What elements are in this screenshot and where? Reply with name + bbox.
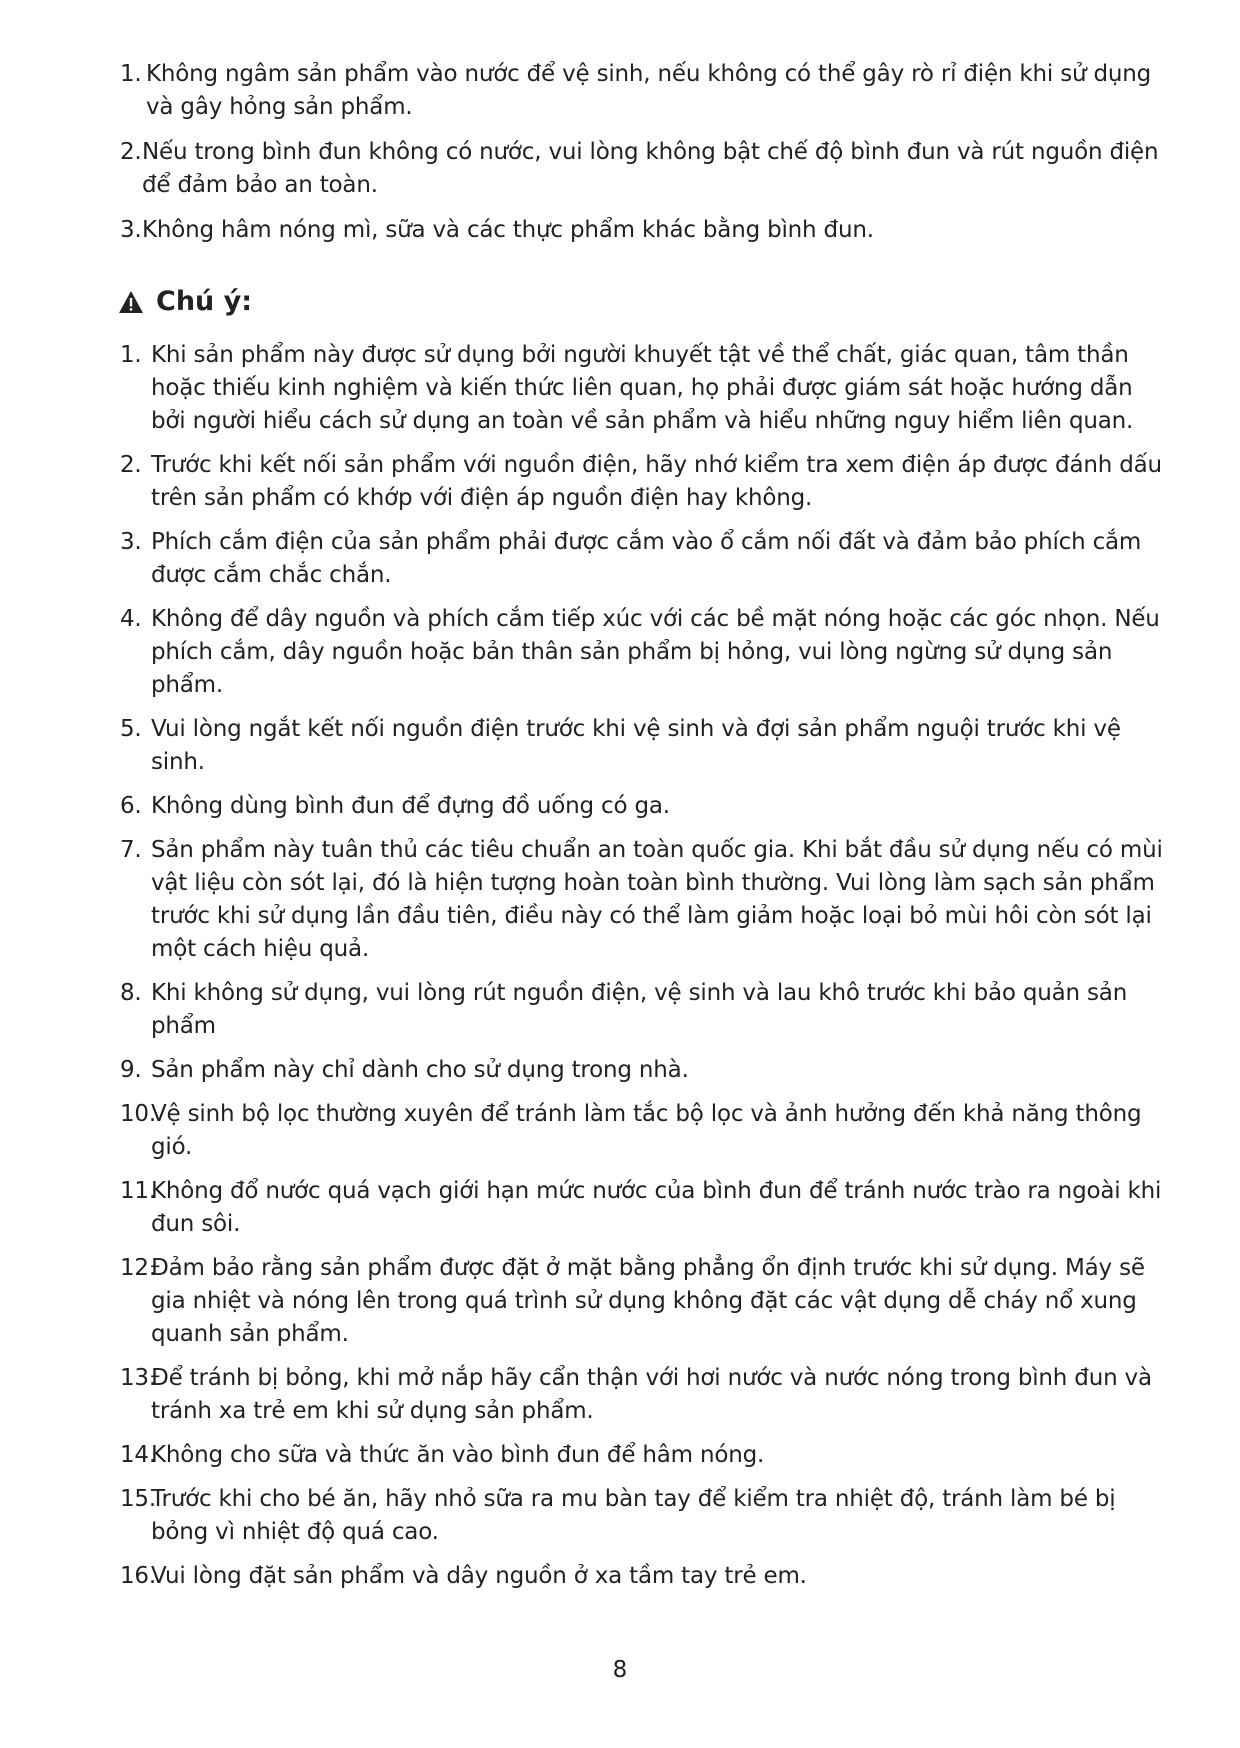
list-item xyxy=(120,1098,1170,1164)
item-text: Vui lòng đặt sản phẩm và dây nguồn ở xa tầm tay trẻ em. xyxy=(151,1563,807,1589)
item-number: 2. xyxy=(120,139,142,165)
list-item xyxy=(120,977,1170,1043)
item-number: 16. xyxy=(120,1563,156,1589)
item-text: Không hâm nóng mì, sữa và các thực phẩm khác bằng bình đun. xyxy=(142,217,874,243)
intro-instruction-list xyxy=(120,58,1170,259)
list-item xyxy=(120,136,1170,202)
item-text: Vệ sinh bộ lọc thường xuyên để tránh làm tắc bộ lọc và ảnh hưởng đến khả năng thông gió. xyxy=(151,1101,1142,1160)
item-number: 3. xyxy=(120,529,142,555)
item-number: 11. xyxy=(120,1178,156,1204)
item-text: Trước khi cho bé ăn, hãy nhỏ sữa ra mu bàn tay để kiểm tra nhiệt độ, tránh làm bé bị bỏng vì nhiệt độ quá cao. xyxy=(151,1486,1116,1545)
list-item xyxy=(120,834,1170,966)
list-item xyxy=(120,603,1170,702)
item-text: Nếu trong bình đun không có nước, vui lòng không bật chế độ bình đun và rút nguồn điện để đảm bảo an toàn. xyxy=(142,139,1159,198)
item-text: Không để dây nguồn và phích cắm tiếp xúc với các bề mặt nóng hoặc các góc nhọn. Nếu phích cắm, dây nguồn hoặc bản thân sản phẩm bị hỏng, vui lòng ngừng sử dụng sản phẩm. xyxy=(151,606,1160,698)
item-text: Trước khi kết nối sản phẩm với nguồn điện, hãy nhớ kiểm tra xem điện áp được đánh dấu trên sản phẩm có khớp với điện áp nguồn điện hay không. xyxy=(151,452,1162,511)
list-item xyxy=(120,1483,1170,1549)
item-number: 8. xyxy=(120,980,142,1006)
item-number: 10. xyxy=(120,1101,156,1127)
item-text: Không đổ nước quá vạch giới hạn mức nước của bình đun để tránh nước trào ra ngoài khi đun sôi. xyxy=(151,1178,1162,1237)
item-text: Đảm bảo rằng sản phẩm được đặt ở mặt bằng phẳng ổn định trước khi sử dụng. Máy sẽ gia nhiệt và nóng lên trong quá trình sử dụng không đặt các vật dụng dễ cháy nổ xung quanh sản phẩm. xyxy=(151,1255,1145,1347)
item-number: 1. xyxy=(120,61,142,87)
list-item xyxy=(120,713,1170,779)
item-text: Sản phẩm này chỉ dành cho sử dụng trong nhà. xyxy=(151,1057,689,1083)
item-number: 14. xyxy=(120,1442,156,1468)
item-number: 15. xyxy=(120,1486,156,1512)
item-text: Không dùng bình đun để đựng đồ uống có ga. xyxy=(151,793,670,819)
item-text: Phích cắm điện của sản phẩm phải được cắm vào ổ cắm nối đất và đảm bảo phích cắm được cắm chắc chắn. xyxy=(151,529,1142,588)
notice-title: Chú ý: xyxy=(156,286,253,317)
list-item xyxy=(120,1054,1170,1087)
item-number: 6. xyxy=(120,793,142,819)
item-number: 4. xyxy=(120,606,142,632)
item-text: Vui lòng ngắt kết nối nguồn điện trước khi vệ sinh và đợi sản phẩm nguội trước khi vệ sinh. xyxy=(151,716,1121,775)
list-item xyxy=(120,1252,1170,1351)
item-number: 2. xyxy=(120,452,142,478)
list-item xyxy=(120,58,1170,124)
item-text: Để tránh bị bỏng, khi mở nắp hãy cẩn thận với hơi nước và nước nóng trong bình đun và tránh xa trẻ em khi sử dụng sản phẩm. xyxy=(151,1365,1152,1424)
item-text: Khi sản phẩm này được sử dụng bởi người khuyết tật về thể chất, giác quan, tâm thần hoặc thiếu kinh nghiệm và kiến thức liên quan, họ phải được giám sát hoặc hướng dẫn bởi người hiểu cách sử dụng an toàn về sản phẩm và hiểu những nguy hiểm liên quan. xyxy=(151,342,1134,434)
notice-heading xyxy=(118,286,252,317)
item-number: 5. xyxy=(120,716,142,742)
item-number: 12. xyxy=(120,1255,156,1281)
item-text: Không ngâm sản phẩm vào nước để vệ sinh, nếu không có thể gây rò rỉ điện khi sử dụng và gây hỏng sản phẩm. xyxy=(146,61,1152,120)
item-number: 13. xyxy=(120,1365,156,1391)
item-text: Sản phẩm này tuân thủ các tiêu chuẩn an toàn quốc gia. Khi bắt đầu sử dụng nếu có mùi vật liệu còn sót lại, đó là hiện tượng hoàn toàn bình thường. Vui lòng làm sạch sản phẩm trước khi sử dụng lần đầu tiên, điều này có thể làm giảm hoặc loại bỏ mùi hôi còn sót lại một cách hiệu quả. xyxy=(151,837,1163,962)
page-number: 8 xyxy=(612,1657,628,1683)
list-item xyxy=(120,1175,1170,1241)
list-item xyxy=(120,214,1170,247)
item-number: 7. xyxy=(120,837,142,863)
list-item xyxy=(120,1439,1170,1472)
notice-instruction-list xyxy=(120,339,1170,1604)
list-item xyxy=(120,449,1170,515)
item-number: 9. xyxy=(120,1057,142,1083)
list-item xyxy=(120,1560,1170,1593)
list-item xyxy=(120,339,1170,438)
warning-triangle-icon xyxy=(118,290,144,314)
item-number: 3. xyxy=(120,217,142,243)
item-text: Không cho sữa và thức ăn vào bình đun để hâm nóng. xyxy=(151,1442,765,1468)
list-item xyxy=(120,526,1170,592)
list-item xyxy=(120,790,1170,823)
item-text: Khi không sử dụng, vui lòng rút nguồn điện, vệ sinh và lau khô trước khi bảo quản sản phẩm xyxy=(151,980,1128,1039)
item-number: 1. xyxy=(120,342,142,368)
list-item xyxy=(120,1362,1170,1428)
